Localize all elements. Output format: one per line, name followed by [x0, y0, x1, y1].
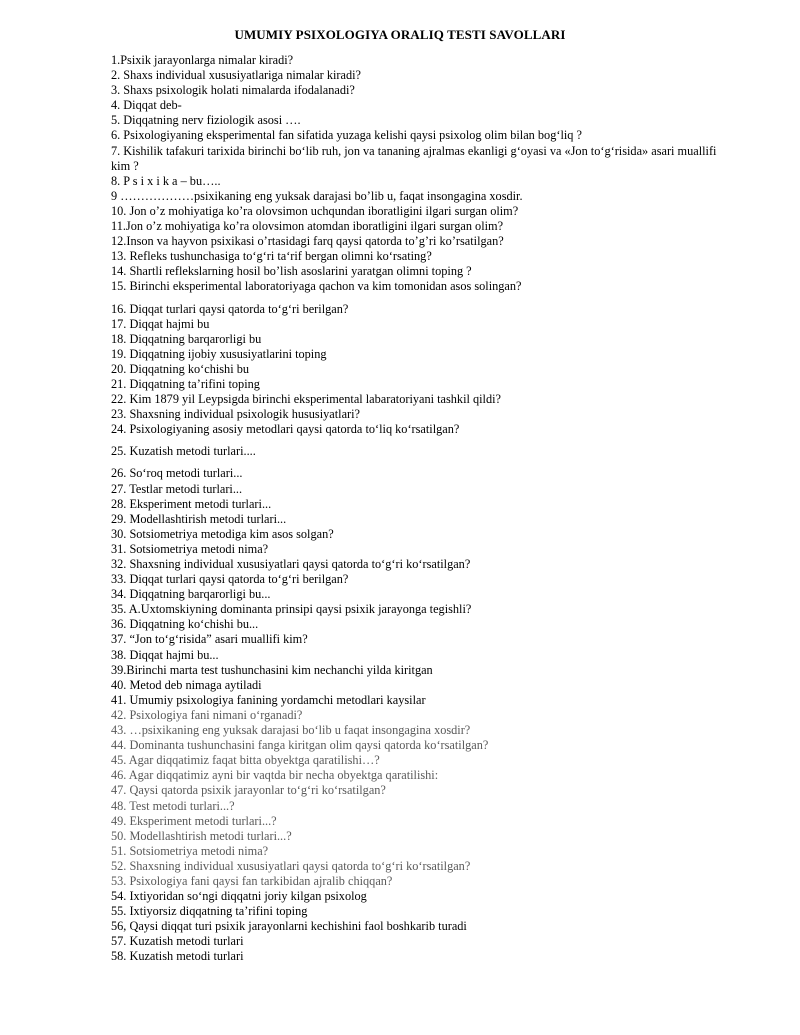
question-item: 56, Qaysi diqqat turi psixik jarayonlarni kechishini faol boshkarib turadi: [111, 919, 467, 934]
question-item: 27. Testlar metodi turlari...: [111, 481, 243, 496]
question-item: 58. Kuzatish metodi turlari: [111, 949, 244, 964]
question-item: 46. Agar diqqatimiz ayni bir vaqtda bir necha obyektga qaratilishi:: [111, 768, 439, 783]
question-item: 37. “Jon to‘g‘risida” asari muallifi kim?: [111, 632, 308, 647]
question-item: 26. So‘roq metodi turlari...: [111, 466, 243, 481]
question-item: 48. Test metodi turlari...?: [111, 798, 235, 813]
question-item: 10. Jon o’z mohiyatiga ko’ra olovsimon uchqundan iboratligini ilgari surgan olim?: [111, 203, 519, 218]
question-item: 35. A.Uxtomskiyning dominanta prinsipi qaysi psixik jarayonga tegishli?: [111, 602, 472, 617]
document-title: UMUMIY PSIXOLOGIYA ORALIQ TESTI SAVOLLARI: [234, 27, 566, 42]
question-item: 28. Eksperiment metodi turlari...: [111, 496, 272, 511]
question-item: 18. Diqqatning barqarorligi bu: [111, 331, 262, 346]
question-item: 40. Metod deb nimaga aytiladi: [111, 677, 262, 692]
question-item: 31. Sotsiometriya metodi nima?: [111, 541, 269, 556]
question-item: 12.Inson va hayvon psixikasi o’rtasidagi farq qaysi qatorda to’g’ri ko’rsatilgan?: [111, 234, 504, 249]
question-item: 39.Birinchi marta test tushunchasini kim nechanchi yilda kiritgan: [111, 662, 433, 677]
question-item: 53. Psixologiya fani qaysi fan tarkibidan ajralib chiqqan?: [111, 873, 393, 888]
question-item: 55. Ixtiyorsiz diqqatning ta’rifini toping: [111, 904, 308, 919]
question-item: 50. Modellashtirish metodi turlari...?: [111, 828, 292, 843]
question-item: 45. Agar diqqatimiz faqat bitta obyektga qaratilishi…?: [111, 753, 380, 768]
question-item: 19. Diqqatning ijobiy xususiyatlarini toping: [111, 346, 327, 361]
question-item: 30. Sotsiometriya metodiga kim asos solgan?: [111, 526, 334, 541]
question-item: 9 ………………psixikaning eng yuksak darajasi bo’lib u, faqat insongagina xosdir.: [111, 188, 523, 203]
question-item: 1.Psixik jarayonlarga nimalar kiradi?: [111, 53, 294, 67]
question-item: 29. Modellashtirish metodi turlari...: [111, 511, 287, 526]
question-item: 16. Diqqat turlari qaysi qatorda to‘g‘ri berilgan?: [111, 301, 349, 316]
question-item: 44. Dominanta tushunchasini fanga kiritgan olim qaysi qatorda ko‘rsatilgan?: [111, 738, 489, 753]
question-item: 15. Birinchi eksperimental laboratoriyaga qachon va kim tomonidan asos solingan?: [111, 279, 522, 294]
question-item: 5. Diqqatning nerv fiziologik asosi ….: [111, 113, 301, 128]
question-item: 51. Sotsiometriya metodi nima?: [111, 843, 269, 858]
question-item: 49. Eksperiment metodi turlari...?: [111, 813, 277, 828]
question-item: 47. Qaysi qatorda psixik jarayonlar to‘g‘ri ko‘rsatilgan?: [111, 783, 386, 798]
question-item: 11.Jon o’z mohiyatiga ko’ra olovsimon atomdan iboratligini ilgari surgan olim?: [111, 219, 504, 234]
question-item: 21. Diqqatning ta’rifini toping: [111, 376, 260, 391]
question-item: 52. Shaxsning individual xususiyatlari qaysi qatorda to‘g‘ri ko‘rsatilgan?: [111, 858, 471, 873]
question-item: 42. Psixologiya fani nimani o‘rganadi?: [111, 707, 303, 722]
question-item: 33. Diqqat turlari qaysi qatorda to‘g‘ri berilgan?: [111, 572, 349, 587]
question-item: 32. Shaxsning individual xususiyatlari qaysi qatorda to‘g‘ri ko‘rsatilgan?: [111, 557, 471, 571]
question-item: 36. Diqqatning ko‘chishi bu...: [111, 617, 259, 632]
question-item: 2. Shaxs individual xususiyatlariga nimalar kiradi?: [111, 68, 361, 83]
question-item: 8. P s i x i k a – bu…..: [111, 173, 221, 188]
question-item: 38. Diqqat hajmi bu...: [111, 647, 219, 662]
question-list: [111, 53, 721, 965]
question-item: 17. Diqqat hajmi bu: [111, 316, 210, 331]
question-item: 43. …psixikaning eng yuksak darajasi bo‘lib u faqat insongagina xosdir?: [111, 723, 471, 738]
question-item: 4. Diqqat deb-: [111, 98, 182, 113]
question-item: 54. Ixtiyoridan so‘ngi diqqatni joriy kilgan psixolog: [111, 889, 367, 904]
question-item: 20. Diqqatning ko‘chishi bu: [111, 361, 249, 376]
question-item: 3. Shaxs psixologik holati nimalarda ifodalanadi?: [111, 83, 355, 98]
question-item: 24. Psixologiyaning asosiy metodlari qaysi qatorda to‘liq ko‘rsatilgan?: [111, 422, 460, 437]
question-item: 22. Kim 1879 yil Leypsigda birinchi eksperimental labaratoriyani tashkil qildi?: [111, 392, 501, 407]
question-item: 34. Diqqatning barqarorligi bu...: [111, 587, 271, 602]
question-item: 6. Psixologiyaning eksperimental fan sifatida yuzaga kelishi qaysi psixolog olim bilan bog‘liq ?: [111, 128, 582, 143]
question-item: 7. Kishilik tafakuri tarixida birinchi bo‘lib ruh, jon va tananing ajralmas ekanligi g‘oyasi va «Jon to‘g‘risida» asari muallifi kim ?: [111, 143, 717, 173]
question-item: 23. Shaxsning individual psixologik hususiyatlari?: [111, 407, 360, 422]
question-item: 57. Kuzatish metodi turlari: [111, 934, 244, 949]
question-item: 25. Kuzatish metodi turlari....: [111, 444, 256, 459]
question-item: 41. Umumiy psixologiya fanining yordamchi metodlari kaysilar: [111, 692, 426, 707]
question-item: 14. Shartli reflekslarning hosil bo’lish asoslarini yaratgan olimni toping ?: [111, 264, 472, 279]
question-item: 13. Refleks tushunchasiga to‘g‘ri ta‘rif bergan olimni ko‘rsating?: [111, 249, 432, 264]
